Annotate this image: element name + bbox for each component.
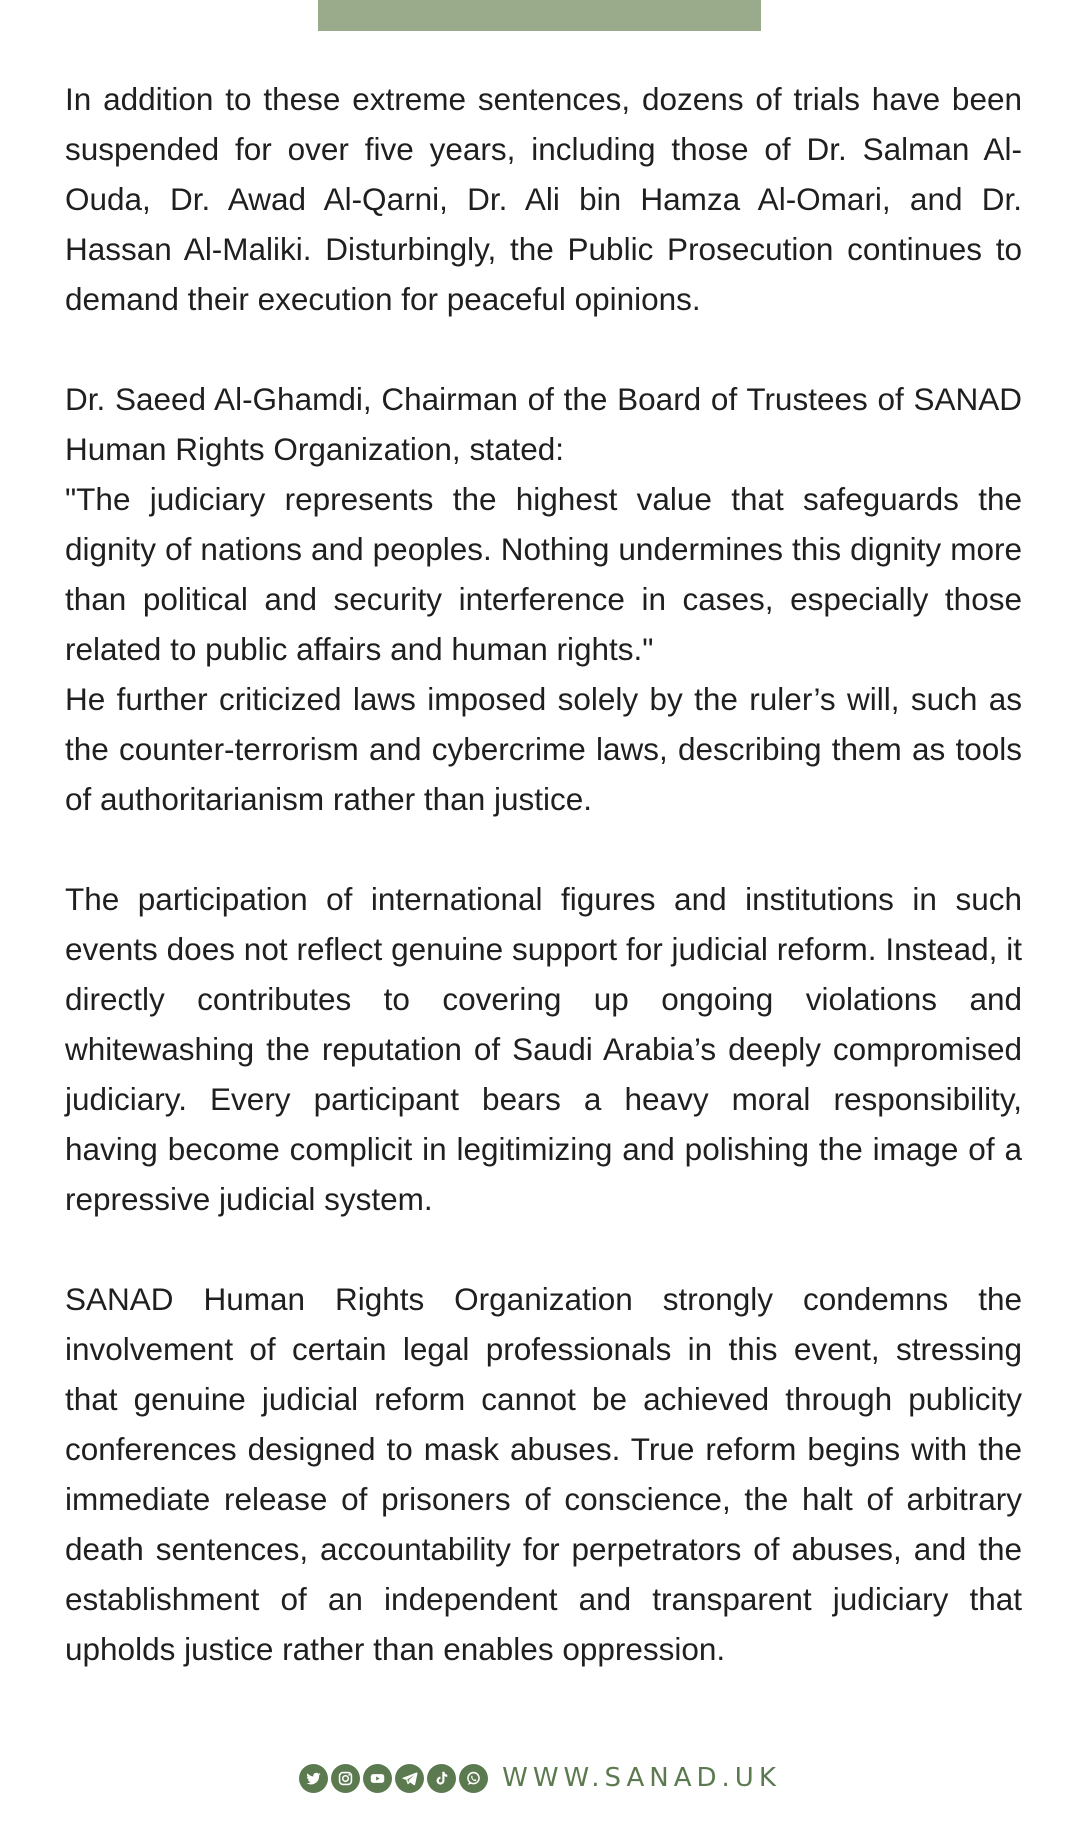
paragraph-laws-criticism: He further criticized laws imposed solely by the ruler’s will, such as the counter-terrorism and cybercrime laws, describing them as tools of authoritarianism rather than justice. — [65, 681, 1022, 817]
paragraph-spacer — [65, 324, 1022, 374]
instagram-icon[interactable] — [331, 1764, 360, 1793]
tiktok-icon[interactable] — [427, 1764, 456, 1793]
twitter-icon[interactable] — [299, 1764, 328, 1793]
youtube-icon[interactable] — [363, 1764, 392, 1793]
social-icons — [299, 1764, 488, 1793]
paragraph-condemnation: SANAD Human Rights Organization strongly condemns the involvement of certain legal professionals in this event, stressing that genuine judicial reform cannot be achieved through publicity conferences designed to mask abuses. True reform begins with the immediate release of prisoners of conscience, the halt of arbitrary death sentences, accountability for perpetrators of abuses, and the establishment of an independent and transparent judiciary that upholds justice rather than enables oppression. — [65, 1281, 1022, 1667]
statement-body — [65, 74, 1022, 1674]
website-link[interactable]: WWW.SANAD.UK — [502, 1763, 781, 1793]
paragraph-spacer — [65, 1224, 1022, 1274]
footer — [0, 1758, 1080, 1798]
paragraph-suspended-trials: In addition to these extreme sentences, dozens of trials have been suspended for over five years, including those of Dr. Salman Al-Ouda, Dr. Awad Al-Qarni, Dr. Ali bin Hamza Al-Omari, and Dr. Hassan Al-Maliki. Disturbingly, the Public Prosecution continues to demand their execution for peaceful opinions. — [65, 81, 1022, 317]
header-accent-bar — [318, 0, 761, 31]
paragraph-participation: The participation of international figures and institutions in such events does not reflect genuine support for judicial reform. Instead, it directly contributes to covering up ongoing violations and whitewashing the reputation of Saudi Arabia’s deeply compromised judiciary. Every participant bears a heavy moral responsibility, having become complicit in legitimizing and polishing the image of a repressive judicial system. — [65, 881, 1022, 1217]
paragraph-spacer — [65, 824, 1022, 874]
chairman-quote: "The judiciary represents the highest value that safeguards the dignity of nations and peoples. Nothing undermines this dignity more than political and security interference in cases, especially those related to public affairs and human rights." — [65, 481, 1022, 667]
paragraph-chairman-intro: Dr. Saeed Al-Ghamdi, Chairman of the Board of Trustees of SANAD Human Rights Organization, stated: — [65, 381, 1022, 467]
whatsapp-icon[interactable] — [459, 1764, 488, 1793]
telegram-icon[interactable] — [395, 1764, 424, 1793]
